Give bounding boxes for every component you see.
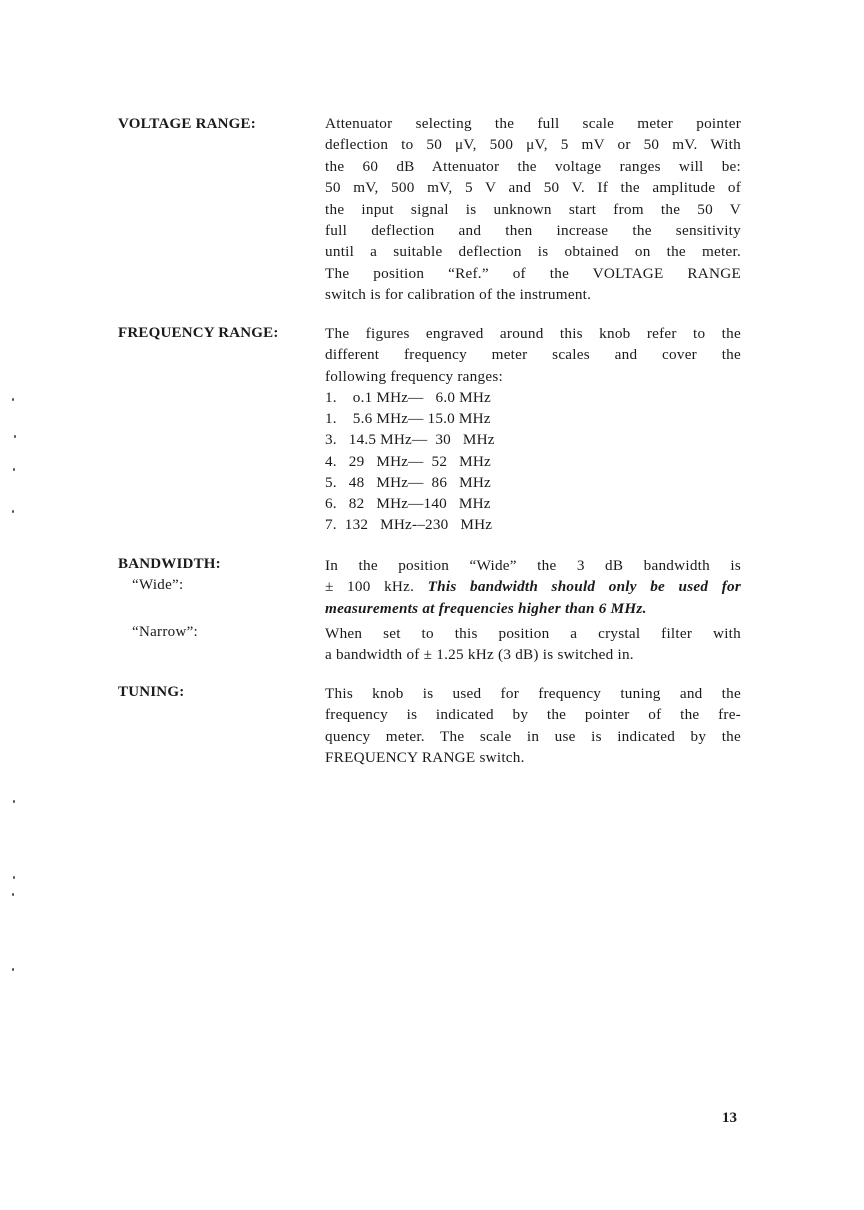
scan-speck: [13, 468, 15, 471]
frequency-range-item: 6. 82 MHz—140 MHz: [325, 495, 491, 513]
tuning-line: This knob is used for frequency tuning and the: [325, 685, 741, 702]
scan-speck: [12, 510, 14, 513]
frequency-range-line: different frequency meter scales and cover the: [325, 346, 741, 364]
voltage-range-line: the 60 dB Attenuator the voltage ranges will be:: [325, 157, 741, 175]
frequency-range-item: 3. 14.5 MHz— 30 MHz: [325, 431, 495, 449]
bandwidth-wide-note: This bandwidth should only be used for: [427, 578, 742, 596]
voltage-range-line: full deflection and then increase the sensitivity: [325, 222, 741, 240]
voltage-range-line: switch is for calibration of the instrument.: [325, 286, 592, 304]
frequency-range-item: 1. 5.6 MHz— 15.0 MHz: [325, 410, 491, 428]
bandwidth-wide-label: “Wide”:: [132, 577, 184, 593]
frequency-range-list: [325, 387, 495, 535]
voltage-range-line: until a suitable deflection is obtained on the meter.: [325, 243, 741, 261]
bandwidth-wide-line: In the position “Wide” the 3 dB bandwidth is: [325, 557, 741, 574]
scan-speck: [12, 398, 14, 401]
bandwidth-narrow-label: “Narrow”:: [132, 624, 198, 640]
bandwidth-wide-value: ± 100 kHz.: [325, 578, 428, 596]
voltage-range-line: deflection to 50 μV, 500 μV, 5 mV or 50 mV. With: [325, 136, 741, 154]
bandwidth-narrow-line: a bandwidth of ± 1.25 kHz (3 dB) is switched in.: [325, 646, 634, 664]
page-number: 13: [722, 1110, 737, 1126]
frequency-range-item: 4. 29 MHz— 52 MHz: [325, 452, 491, 470]
voltage-range-description: [325, 113, 741, 306]
voltage-range-line: 50 mV, 500 mV, 5 V and 50 V. If the amplitude of: [325, 179, 741, 197]
voltage-range-line: Attenuator selecting the full scale meter pointer: [325, 115, 741, 132]
scan-speck: [12, 968, 14, 971]
bandwidth-narrow-line: When set to this position a crystal filter with: [325, 625, 741, 642]
frequency-range-item: 1. o.1 MHz— 6.0 MHz: [325, 389, 491, 406]
voltage-range-term: VOLTAGE RANGE:: [118, 116, 256, 132]
frequency-range-description: [325, 323, 741, 387]
tuning-line: frequency is indicated by the pointer of the fre-: [325, 706, 741, 724]
scan-speck: [13, 876, 15, 879]
frequency-range-item: 7. 132 MHz-–230 MHz: [325, 516, 493, 534]
scan-speck: [13, 800, 15, 803]
frequency-range-item: 5. 48 MHz— 86 MHz: [325, 473, 491, 491]
bandwidth-wide-note: measurements at frequencies higher than 6 MHz.: [325, 599, 647, 617]
tuning-description: [325, 683, 741, 769]
scan-speck: [12, 893, 14, 896]
bandwidth-wide-line-2: [325, 576, 741, 597]
frequency-range-line: following frequency ranges:: [325, 367, 503, 385]
bandwidth-narrow-description: [325, 623, 741, 666]
bandwidth-wide-description: [325, 555, 741, 619]
frequency-range-term: FREQUENCY RANGE:: [118, 325, 279, 341]
voltage-range-line: the input signal is unknown start from the 50 V: [325, 200, 741, 218]
bandwidth-term: BANDWIDTH:: [118, 556, 221, 572]
scan-speck: [14, 435, 16, 438]
voltage-range-line: The position “Ref.” of the VOLTAGE RANGE: [325, 264, 741, 282]
frequency-range-line: The figures engraved around this knob refer to the: [325, 325, 741, 342]
tuning-line: FREQUENCY RANGE switch.: [325, 749, 525, 767]
tuning-term: TUNING:: [118, 684, 185, 700]
tuning-line: quency meter. The scale in use is indicated by the: [325, 727, 741, 745]
